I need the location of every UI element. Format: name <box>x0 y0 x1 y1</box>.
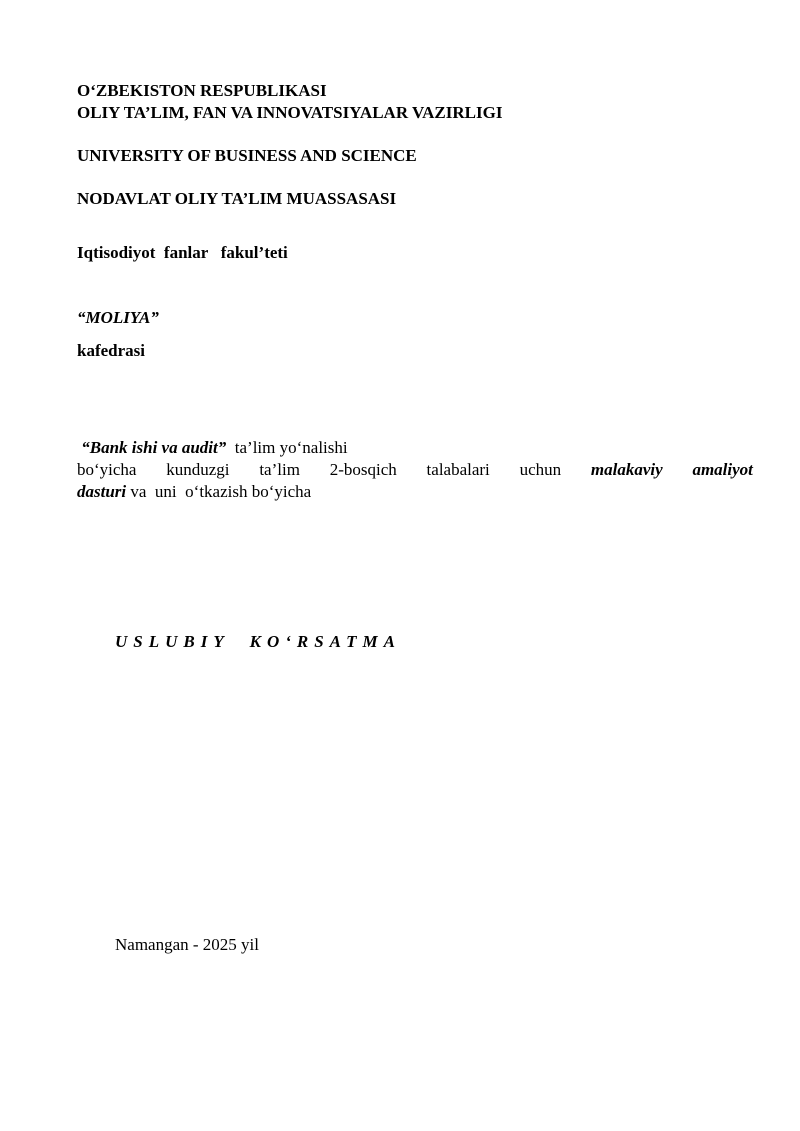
description-line-3-text: va uni o‘tkazish bo‘yicha <box>130 482 312 501</box>
university-name: UNIVERSITY OF BUSINESS AND SCIENCE <box>77 146 417 165</box>
faculty-name: Iqtisodiyot fanlar fakul’teti <box>77 243 288 262</box>
place-and-year: Namangan - 2025 yil <box>115 935 259 954</box>
institution-type: NODAVLAT OLIY TA’LIM MUASSASASI <box>77 189 397 208</box>
description-line-1 <box>77 437 753 459</box>
ministry-line-2: OLIY TA’LIM, FAN VA INNOVATSIYALAR VAZIRLIGI <box>77 103 503 122</box>
desc-word: talabalari <box>426 460 490 479</box>
desc-word: uchun <box>519 460 562 479</box>
desc-emphasis-word: malakaviy <box>590 460 663 479</box>
desc-word: ta’lim <box>259 460 300 479</box>
desc-emphasis-word: amaliyot <box>692 460 753 479</box>
desc-word: 2-bosqich <box>329 460 397 479</box>
description-line-1-text: ta’lim yo‘nalishi <box>234 438 348 457</box>
department-label: kafedrasi <box>77 341 145 360</box>
description-line-3 <box>77 481 753 503</box>
document-type-title: USLUBIY KO‘RSATMA <box>115 632 401 651</box>
desc-emphasis-word: dasturi <box>77 482 127 501</box>
desc-word: kunduzgi <box>166 460 230 479</box>
ministry-line-1: O‘ZBEKISTON RESPUBLIKASI <box>77 81 327 100</box>
program-description <box>77 437 753 503</box>
description-line-2 <box>77 459 753 481</box>
desc-word: bo‘yicha <box>77 460 137 479</box>
department-name: “MOLIYA” <box>77 308 159 327</box>
program-title: “Bank ishi va audit” <box>81 438 227 457</box>
